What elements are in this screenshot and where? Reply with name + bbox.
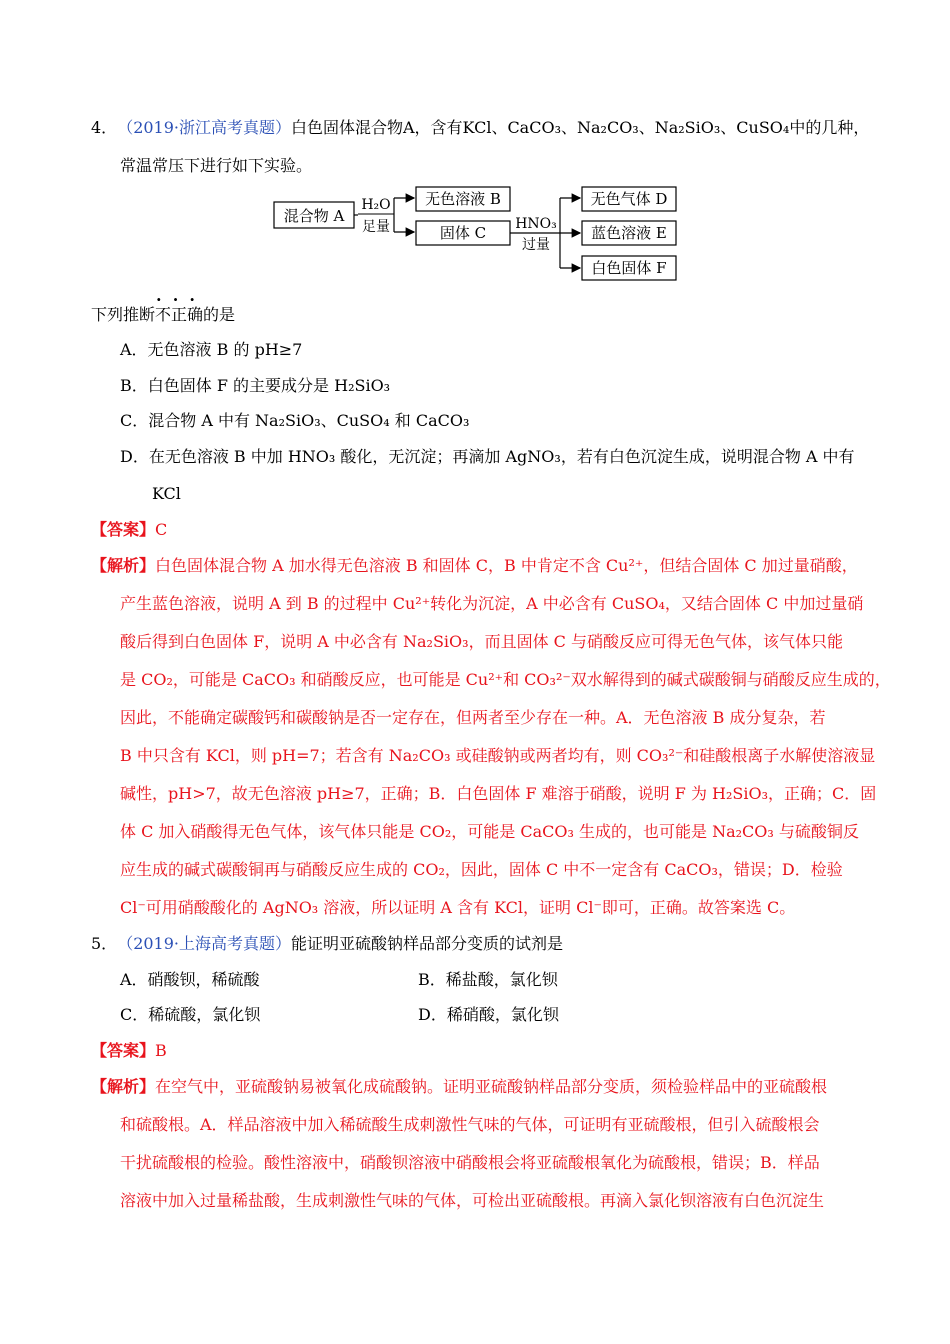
reagent-acid: HNO₃ [515, 216, 557, 232]
q5-source: （2019·上海高考真题） [125, 934, 291, 953]
q4-option-d-line1: D．在无色溶液 B 中加 HNO₃ 酸化，无沉淀；再滴加 AgNO₃，若有白色沉淀生成，说明混合物 A 中有 [120, 447, 855, 466]
q4-question: 下列推断不正确的是 [91, 305, 236, 324]
q4-analysis-line-1: 产生蓝色溶液，说明 A 到 B 的过程中 Cu²⁺转化为沉淀，A 中必含有 CuSO₄，又结合固体 C 中加过量硝 [120, 594, 864, 613]
reagent-water: H₂O [361, 197, 391, 213]
q4-option-c: C．混合物 A 中有 Na₂SiO₃、CuSO₄ 和 CaCO₃ [120, 411, 470, 430]
q4-option-b: B．白色固体 F 的主要成分是 H₂SiO₃ [120, 376, 391, 395]
q4-answer [91, 520, 167, 540]
q5-answer-label: 【答案】 [91, 1041, 156, 1060]
q4-analysis-line-5: B 中只含有 KCl，则 pH=7；若含有 Na₂CO₃ 或硅酸钠或两者均有，则 CO₃²⁻和硅酸根离子水解使溶液显 [120, 746, 876, 765]
q4-answer-value: C [155, 520, 168, 539]
q5-answer [91, 1041, 167, 1061]
q5-stem-text: 能证明亚硫酸钠样品部分变质的试剂是 [291, 934, 564, 953]
q5-stem [91, 934, 563, 954]
box-solution-b-label: 无色溶液 B [425, 190, 501, 208]
q4-option-d-line2: KCl [152, 484, 181, 503]
q4-number: 4． [91, 118, 118, 137]
q5-option-b: B．稀盐酸，氯化钡 [418, 970, 558, 989]
q4-flow-diagram [270, 184, 690, 280]
q5-analysis-label: 【解析】 [91, 1077, 156, 1096]
q4-analysis-text-0: 白色固体混合物 A 加水得无色溶液 B 和固体 C，B 中肯定不含 Cu²⁺，但结合固体 C 加过量硝酸， [155, 556, 858, 575]
reagent-acid-excess: 过量 [522, 237, 550, 253]
q5-answer-value: B [155, 1041, 167, 1060]
q4-analysis-line-9: Cl⁻可用硝酸酸化的 AgNO₃ 溶液，所以证明 A 含有 KCl，证明 Cl⁻即可，正确。故答案选 C。 [120, 898, 796, 917]
q4-analysis-line-4: 因此，不能确定碳酸钙和碳酸钠是否一定存在，但两者至少存在一种。A．无色溶液 B 成分复杂，若 [120, 708, 826, 727]
q5-analysis-text-0: 在空气中，亚硫酸钠易被氧化成硫酸钠。证明亚硫酸钠样品部分变质，须检验样品中的亚硫酸根 [155, 1077, 828, 1096]
q4-analysis-line-2: 酸后得到白色固体 F，说明 A 中必含有 Na₂SiO₃，而且固体 C 与硝酸反应可得无色气体，该气体只能 [120, 632, 843, 651]
q5-analysis-line-1: 和硫酸根。A．样品溶液中加入稀硫酸生成刺激性气味的气体，可证明有亚硫酸根，但引入硫酸根会 [120, 1115, 820, 1134]
q5-number: 5． [91, 934, 118, 953]
q5-option-a: A．硝酸钡，稀硫酸 [120, 970, 260, 989]
q5-analysis-line-2: 干扰硫酸根的检验。酸性溶液中，硝酸钡溶液中硝酸根会将亚硫酸根氧化为硫酸根，错误；B．样品 [120, 1153, 820, 1172]
q4-analysis-line-3: 是 CO₂，可能是 CaCO₃ 和硝酸反应，也可能是 Cu²⁺和 CO₃²⁻双水解得到的碱式碳酸铜与硝酸反应生成的， [120, 670, 891, 689]
box-mixture-a-label: 混合物 A [283, 207, 345, 225]
q4-analysis-line-0 [91, 556, 858, 576]
q4-stem-line2: 常温常压下进行如下实验。 [120, 156, 313, 175]
q4-analysis-line-8: 应生成的碱式碳酸铜再与硝酸反应生成的 CO₂，因此，固体 C 中不一定含有 CaCO₃，错误；D．检验 [120, 860, 843, 879]
box-solid-c-label: 固体 C [439, 224, 487, 242]
q4-analysis-line-7: 体 C 加入硝酸得无色气体，该气体只能是 CO₂，可能是 CaCO₃ 生成的，也可能是 Na₂CO₃ 与硫酸铜反 [120, 822, 859, 841]
q4-stem-text: 白色固体混合物A，含有KCl、CaCO₃、Na₂CO₃、Na₂SiO₃、CuSO₄中的几种， [291, 118, 870, 137]
q5-analysis-line-3: 溶液中加入过量稀盐酸，生成刺激性气味的气体，可检出亚硫酸根。再滴入氯化钡溶液有白色沉淀生 [120, 1191, 825, 1210]
q4-stem-line1 [91, 118, 869, 138]
emphasis-dots: · · · [156, 290, 195, 309]
box-solution-e-label: 蓝色溶液 E [591, 224, 667, 242]
reagent-water-excess: 足量 [362, 219, 390, 235]
box-solid-f-label: 白色固体 F [591, 259, 667, 277]
q4-answer-label: 【答案】 [91, 520, 156, 539]
q5-option-d: D．稀硝酸，氯化钡 [418, 1005, 559, 1024]
q4-analysis-label: 【解析】 [91, 556, 156, 575]
q5-analysis-line-0 [91, 1077, 827, 1097]
box-gas-d-label: 无色气体 D [590, 190, 668, 208]
q4-source: （2019·浙江高考真题） [125, 118, 291, 137]
q4-option-a: A．无色溶液 B 的 pH≥7 [120, 340, 303, 359]
q5-option-c: C．稀硫酸，氯化钡 [120, 1005, 261, 1024]
q4-analysis-line-6: 碱性，pH>7，故无色溶液 pH≥7，正确；B．白色固体 F 难溶于硝酸，说明 F 为 H₂SiO₃，正确；C．固 [120, 784, 877, 803]
